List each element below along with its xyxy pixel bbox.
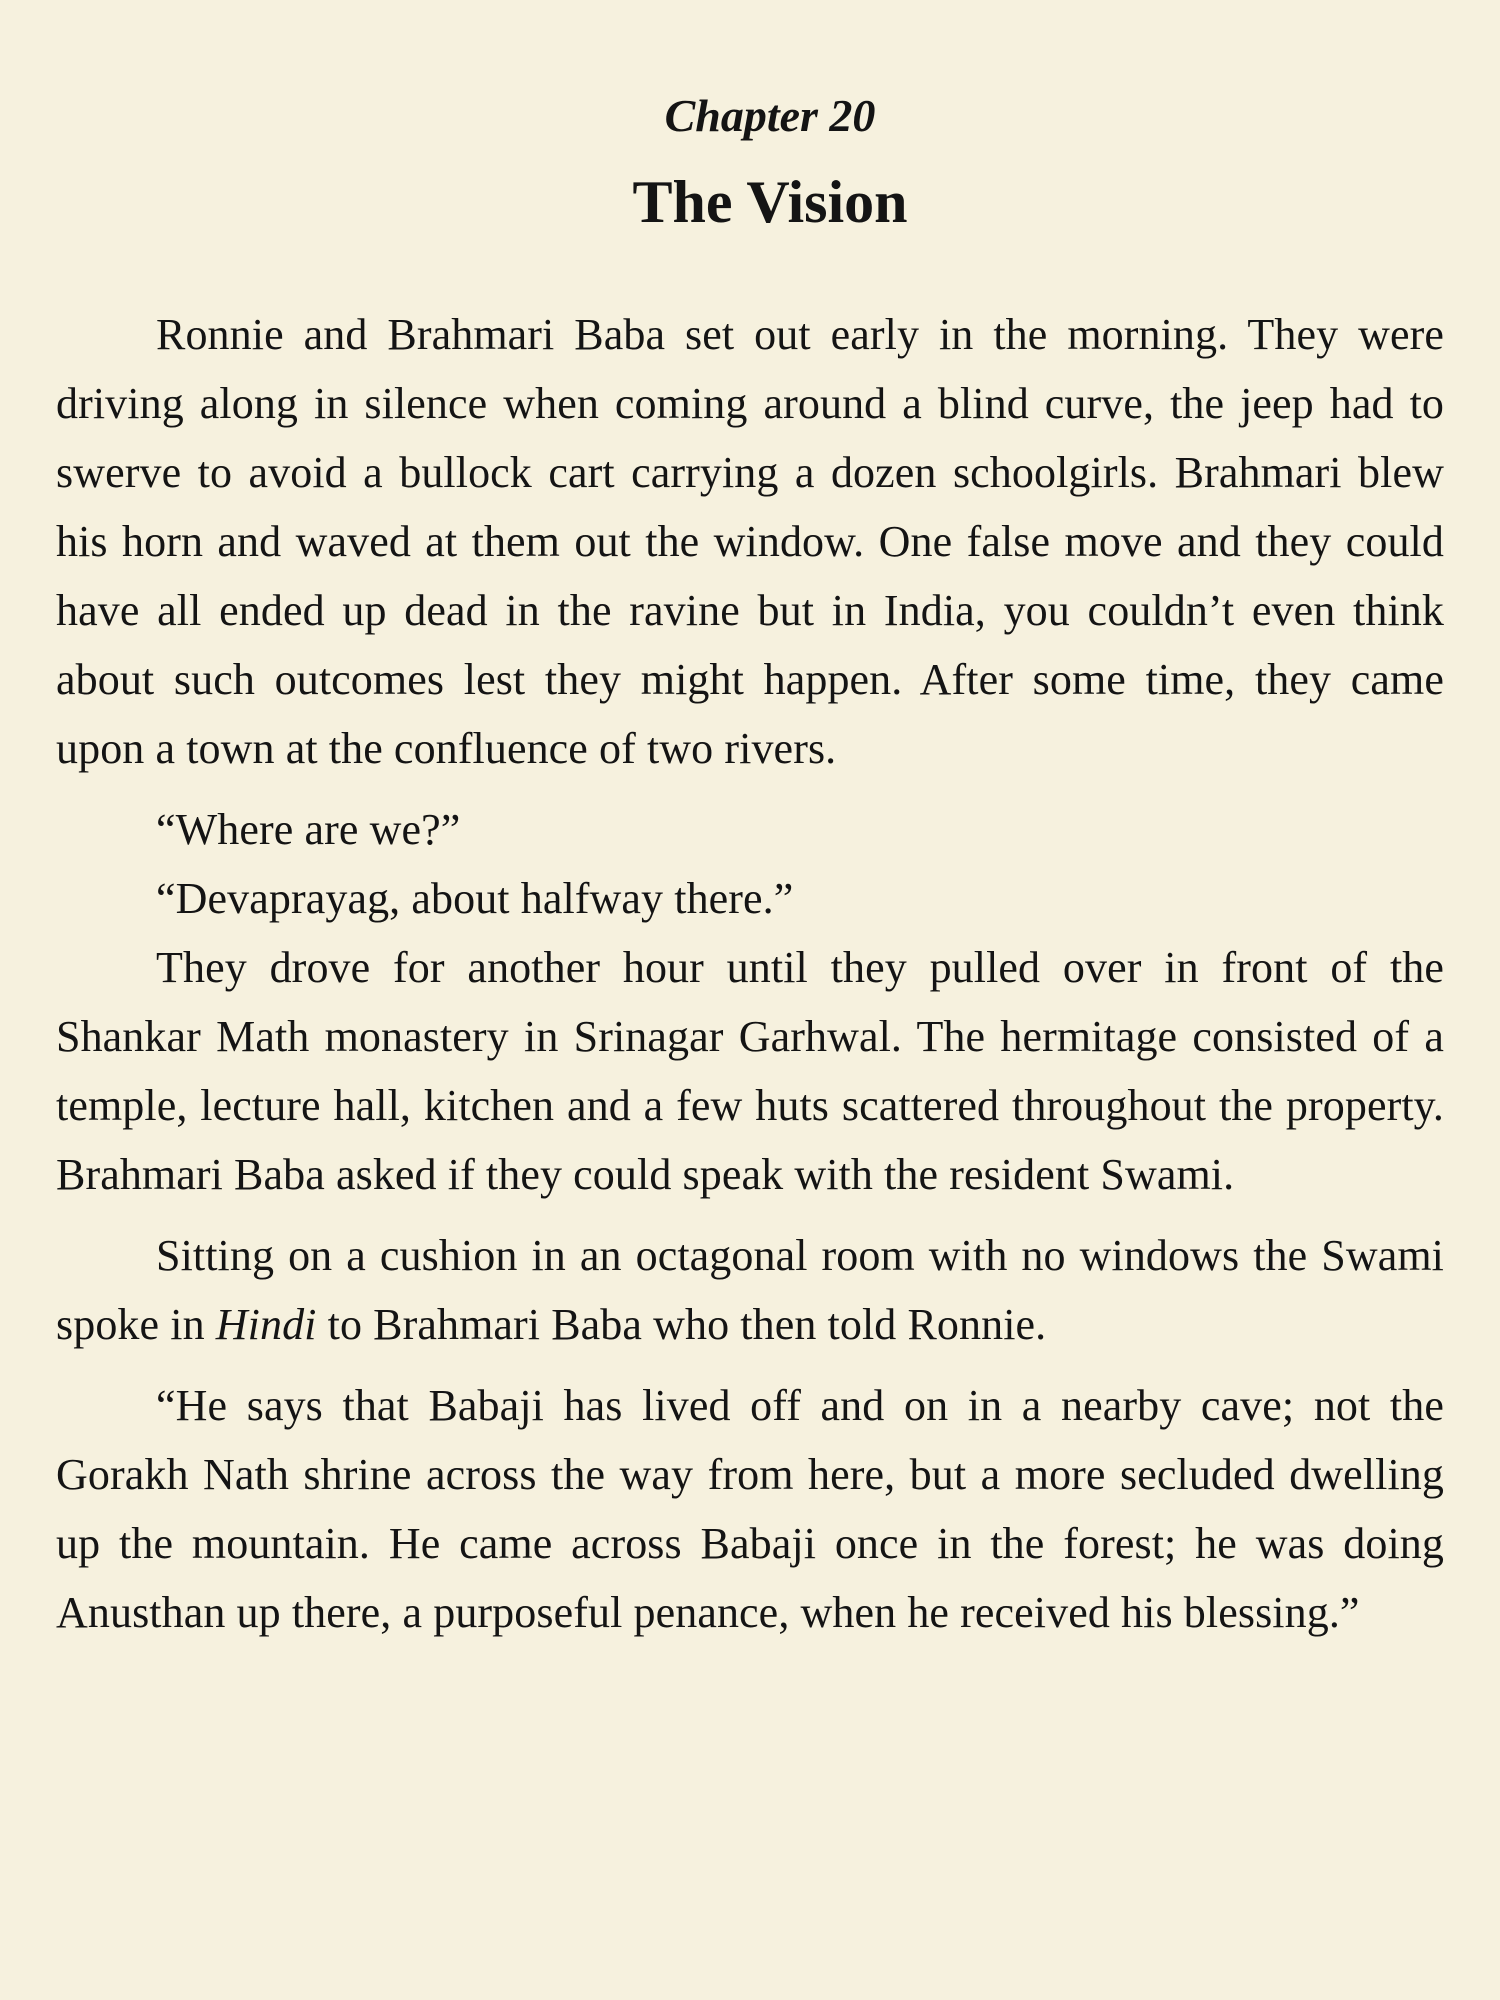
paragraph-5 [56, 1221, 1444, 1359]
paragraph-5-text-before: Sitting on a cushion in an octagonal room with no windows the Swami spoke in [56, 1231, 1444, 1349]
paragraph-6: “He says that Babaji has lived off and on in a nearby cave; not the Gorakh Nath shrine across the way from here, but a more secluded dwelling up the mountain. He came across Babaji once in the forest; he was doing Anusthan up there, a purposeful penance, when he received his blessing.” [56, 1381, 1444, 1637]
chapter-body [56, 300, 1444, 1647]
paragraph-5-text-after: to Brahmari Baba who then told Ronnie. [316, 1300, 1047, 1349]
paragraph-1: Ronnie and Brahmari Baba set out early in the morning. They were driving along in silence when coming around a blind curve, the jeep had to swerve to avoid a bullock cart carrying a dozen schoolgirls. Brahmari blew his horn and waved at them out the window. One false move and they could have all ended up dead in the ravine but in India, you couldn’t even think about such outcomes lest they might happen. After some time, they came upon a town at the confluence of two rivers. [56, 310, 1444, 773]
chapter-number: Chapter 20 [664, 90, 876, 141]
paragraph-3: “Devaprayag, about halfway there.” [156, 874, 794, 923]
paragraph-5-italic-word: Hindi [215, 1300, 317, 1349]
paragraph-2: “Where are we?” [156, 805, 461, 854]
chapter-title: The Vision [632, 169, 908, 235]
paragraph-4: They drove for another hour until they pulled over in front of the Shankar Math monastery in Srinagar Garhwal. The hermitage consisted of a temple, lecture hall, kitchen and a few huts scattered throughout the property. Brahmari Baba asked if they could speak with the resident Swami. [56, 943, 1444, 1199]
